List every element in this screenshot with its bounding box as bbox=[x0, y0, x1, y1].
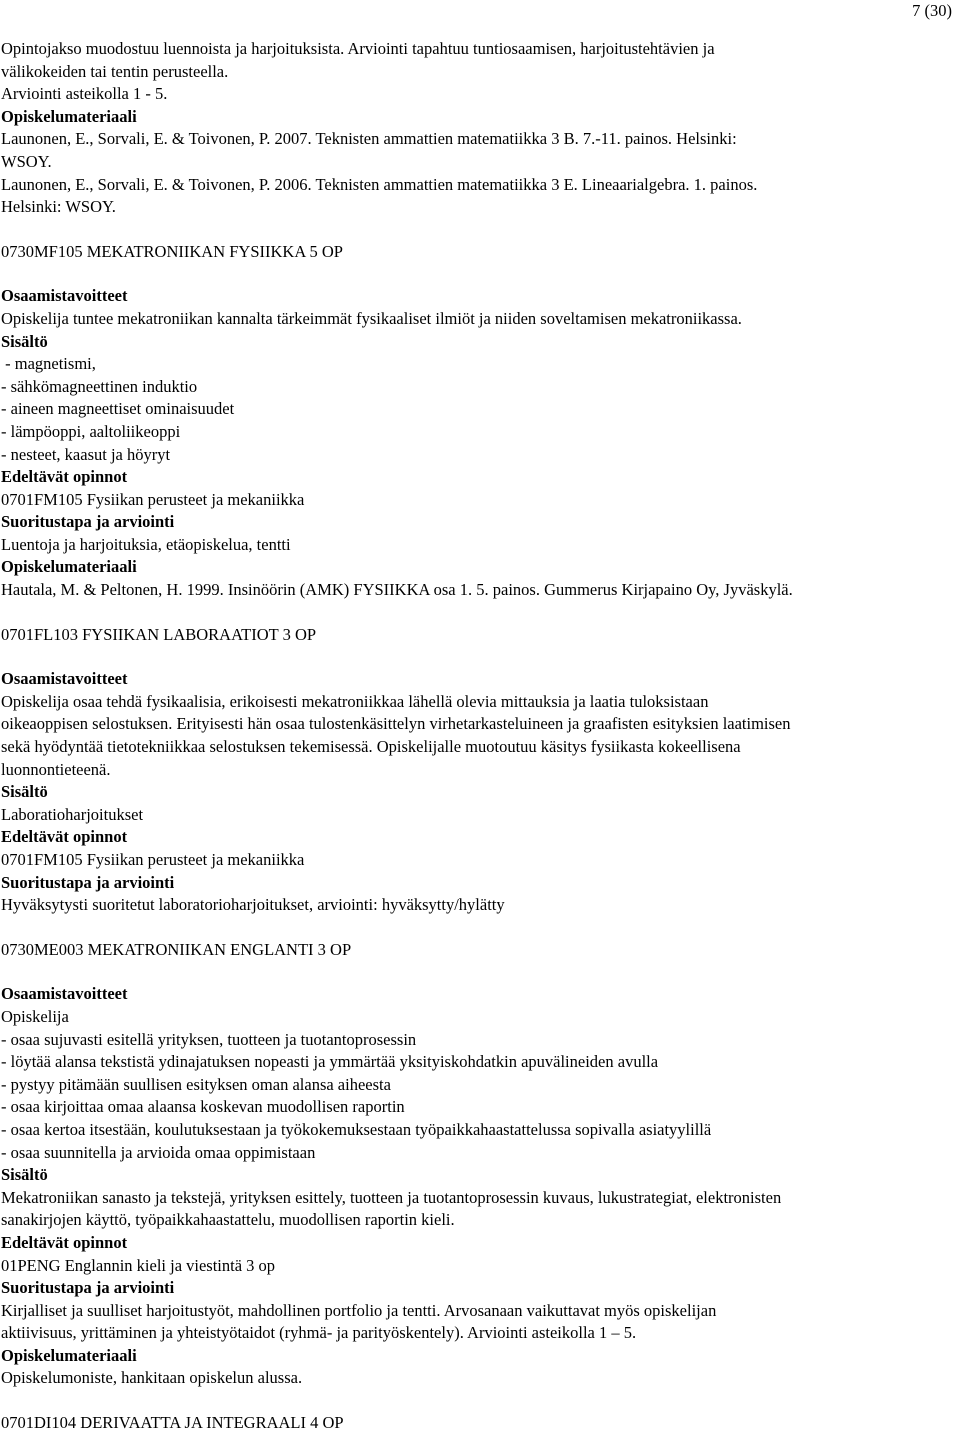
text-line: sanakirjojen käyttö, työpaikkahaastattelu, muodollisen raportin kieli. bbox=[1, 1210, 455, 1230]
page-number: 7 (30) bbox=[912, 1, 952, 20]
text-line: - osaa sujuvasti esitellä yrityksen, tuotteen ja tuotantoprosessin bbox=[1, 1029, 417, 1049]
text-line: Launonen, E., Sorvali, E. & Toivonen, P. 2007. Teknisten ammattien matematiikka 3 B. 7.-11. painos. Helsinki: bbox=[1, 129, 737, 149]
section-heading: Osaamistavoitteet bbox=[1, 984, 128, 1004]
text-line: Mekatroniikan sanasto ja tekstejä, yrityksen esittely, tuotteen ja tuotantoprosessin kuvaus, lukustrategiat, elektronisten bbox=[1, 1187, 782, 1207]
course-title: 0701FL103 FYSIIKAN LABORAATIOT 3 OP bbox=[1, 624, 317, 644]
text-line: Opintojakso muodostuu luennoista ja harjoituksista. Arviointi tapahtuu tuntiosaamisen, harjoitustehtävien ja bbox=[1, 39, 715, 58]
text-line: 0701FM105 Fysiikan perusteet ja mekaniikka bbox=[1, 850, 305, 869]
section-heading: Edeltävät opinnot bbox=[1, 827, 128, 847]
text-line: Launonen, E., Sorvali, E. & Toivonen, P. 2006. Teknisten ammattien matematiikka 3 E. Lineaarialgebra. 1. painos. bbox=[1, 174, 758, 194]
text-line: 0701FM105 Fysiikan perusteet ja mekaniikka bbox=[1, 489, 305, 509]
text-line: Laboratioharjoitukset bbox=[1, 804, 144, 824]
section-heading: Edeltävät opinnot bbox=[1, 467, 128, 487]
text-line: - osaa suunnitella ja arvioida omaa oppimistaan bbox=[1, 1142, 316, 1162]
text-line: WSOY. bbox=[1, 151, 52, 171]
text-line: - pystyy pitämään suullisen esityksen oman alansa aiheesta bbox=[1, 1074, 391, 1094]
document-body bbox=[1, 38, 956, 1435]
section-heading: Opiskelumateriaali bbox=[1, 106, 137, 126]
text-line: oikeaoppisen selostuksen. Erityisesti hän osaa tulostenkäsittelyn virhetarkasteluineen ja graafisten esityksien laatimisen bbox=[1, 714, 791, 734]
text-line: - osaa kirjoittaa omaa alaansa koskevan muodollisen raportin bbox=[1, 1097, 405, 1117]
text-line: Opiskelija bbox=[1, 1006, 69, 1026]
section-heading: Sisältö bbox=[1, 782, 48, 802]
text-line: Opiskelumoniste, hankitaan opiskelun alussa. bbox=[1, 1368, 303, 1388]
text-line: Kirjalliset ja suulliset harjoitustyöt, mahdollinen portfolio ja tentti. Arvosanaan vaikuttavat myös opiskelijan bbox=[1, 1300, 717, 1320]
text-line: - lämpöoppi, aaltoliikeoppi bbox=[1, 421, 181, 441]
text-line: - nesteet, kaasut ja höyryt bbox=[1, 444, 171, 464]
section-heading: Sisältö bbox=[1, 1165, 48, 1185]
text-line: 01PENG Englannin kieli ja viestintä 3 op bbox=[1, 1255, 276, 1275]
section-heading: Osaamistavoitteet bbox=[1, 286, 128, 306]
section-heading: Suoritustapa ja arviointi bbox=[1, 872, 175, 892]
course-section bbox=[1, 939, 956, 1390]
course-title: 0730MF105 MEKATRONIIKAN FYSIIKKA 5 OP bbox=[1, 241, 343, 261]
text-line: - sähkömagneettinen induktio bbox=[1, 376, 198, 396]
section-heading: Suoritustapa ja arviointi bbox=[1, 1278, 175, 1298]
text-line: Arviointi asteikolla 1 - 5. bbox=[1, 84, 168, 104]
section-heading: Osaamistavoitteet bbox=[1, 669, 128, 689]
course-section bbox=[1, 241, 956, 602]
text-line: Helsinki: WSOY. bbox=[1, 197, 116, 217]
course-section bbox=[1, 624, 956, 917]
section-heading: Opiskelumateriaali bbox=[1, 1345, 137, 1365]
text-line: välikokeiden tai tentin perusteella. bbox=[1, 61, 229, 81]
text-line: - löytää alansa tekstistä ydinajatuksen nopeasti ja ymmärtää yksityiskohdatkin apuvälineiden avulla bbox=[1, 1052, 659, 1072]
section-heading: Edeltävät opinnot bbox=[1, 1232, 128, 1252]
course-title: 0730ME003 MEKATRONIIKAN ENGLANTI 3 OP bbox=[1, 939, 352, 959]
text-line: Opiskelija osaa tehdä fysikaalisia, erikoisesti mekatroniikkaa lähellä olevia mittauksia ja laatia tuloksistaan bbox=[1, 691, 709, 711]
section-heading: Sisältö bbox=[1, 331, 48, 351]
course-title: 0701DI104 DERIVAATTA JA INTEGRAALI 4 OP bbox=[1, 1413, 344, 1433]
text-line: Hautala, M. & Peltonen, H. 1999. Insinöörin (AMK) FYSIIKKA osa 1. 5. painos. Gummerus Kirjapaino Oy, Jyväskylä. bbox=[1, 580, 793, 600]
text-line: Hyväksytysti suoritetut laboratorioharjoitukset, arviointi: hyväksytty/hylätty bbox=[1, 895, 505, 915]
text-line: Luentoja ja harjoituksia, etäopiskelua, tentti bbox=[1, 534, 291, 554]
text-line: aktiivisuus, yrittäminen ja yhteistyötaidot (ryhmä- ja parityöskentely). Arviointi asteikolla 1 – 5. bbox=[1, 1323, 637, 1343]
text-line: sekä hyödyntää tietotekniikkaa selostuksen tekemisessä. Opiskelijalle muotoutuu käsitys fysiikasta kokeellisena bbox=[1, 737, 741, 757]
text-line: - aineen magneettiset ominaisuudet bbox=[1, 399, 235, 419]
text-line: Opiskelija tuntee mekatroniikan kannalta tärkeimmät fysikaaliset ilmiöt ja niiden soveltamisen mekatroniikassa. bbox=[1, 308, 742, 328]
text-line: luonnontieteenä. bbox=[1, 759, 111, 779]
course-section bbox=[1, 1412, 956, 1435]
text-line: - osaa kertoa itsestään, koulutuksestaan ja työkokemuksestaan työpaikkahaastattelussa sopivalla asiatyylillä bbox=[1, 1119, 712, 1139]
section-heading: Suoritustapa ja arviointi bbox=[1, 512, 175, 532]
section-heading: Opiskelumateriaali bbox=[1, 557, 137, 577]
intro-section bbox=[1, 38, 956, 219]
text-line: - magnetismi, bbox=[1, 354, 96, 374]
